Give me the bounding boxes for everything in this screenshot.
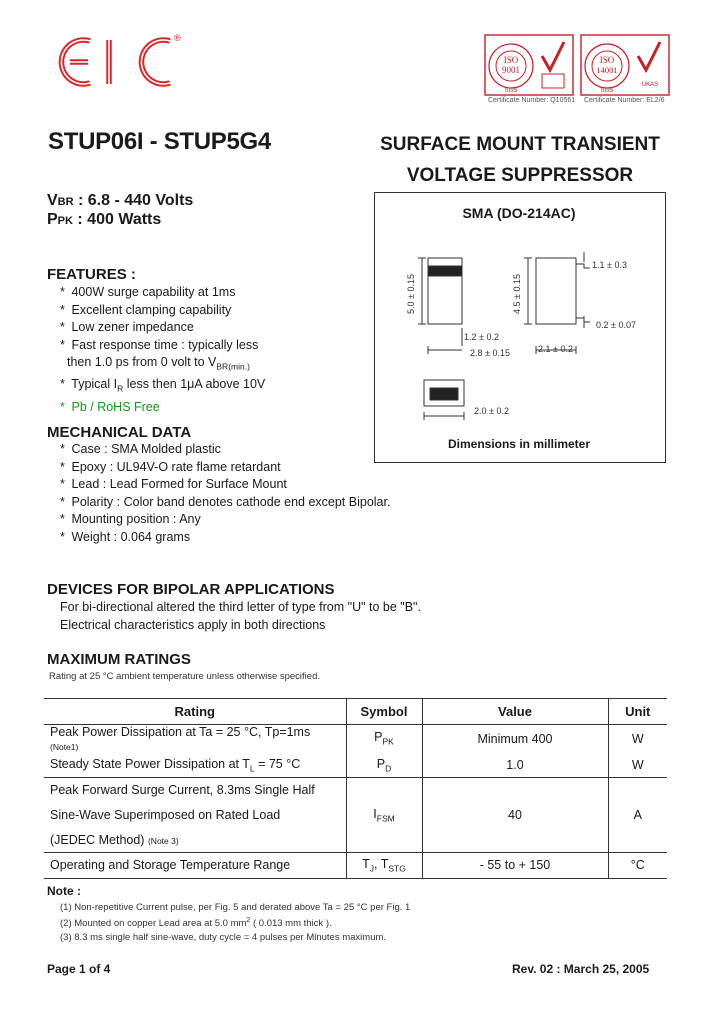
col-unit: Unit xyxy=(608,699,667,725)
table-row: Sine-Wave Superimposed on Rated Load $I_{FSM}$ 40 A xyxy=(44,803,667,828)
list-item: * Epoxy : UL94V-O rate flame retardant xyxy=(60,459,281,474)
svg-text:9001: 9001 xyxy=(502,65,520,75)
bipolar-line2: Electrical characteristics apply in both directions xyxy=(60,618,326,632)
svg-text:SGS: SGS xyxy=(504,88,518,94)
table-row: (JEDEC Method) (Note 3) xyxy=(44,827,667,852)
table-row: Operating and Storage Temperature Range $T_J$, $T_{STG}$ - 55 to + 150 °C xyxy=(44,852,667,878)
ratings-note: Rating at 25 °C ambient temperature unless otherwise specified. xyxy=(49,671,320,682)
table-header-row xyxy=(44,699,667,725)
col-rating: Rating xyxy=(44,699,346,725)
list-item: then 1.0 ps from 0 volt to $V_{BR(min.)}$ xyxy=(67,355,250,372)
subtitle-line2: VOLTAGE SUPPRESSOR xyxy=(406,165,634,186)
features-heading: FEATURES : xyxy=(47,266,136,283)
col-symbol: Symbol xyxy=(346,699,422,725)
svg-text:0.2 ± 0.07: 0.2 ± 0.07 xyxy=(596,320,636,330)
svg-text:UKAS: UKAS xyxy=(641,82,659,88)
svg-text:SGS: SGS xyxy=(600,88,614,94)
col-value: Value xyxy=(422,699,608,725)
svg-text:2.1 ± 0.2: 2.1 ± 0.2 xyxy=(538,344,573,354)
ppk-spec: PPK : 400 Watts xyxy=(47,211,162,228)
page-number: Page 1 of 4 xyxy=(47,962,111,976)
svg-text:ISO: ISO xyxy=(503,55,519,65)
svg-text:1.2 ± 0.2: 1.2 ± 0.2 xyxy=(464,332,499,342)
mechanical-list xyxy=(60,441,390,547)
package-title: SMA (DO-214AC) xyxy=(462,205,576,221)
revision-date: Rev. 02 : March 25, 2005 xyxy=(512,962,650,976)
list-item: * Fast response time : typically less xyxy=(60,337,259,352)
bipolar-line1: For bi-directional altered the third letter of type from "U" to be "B". xyxy=(60,600,421,614)
cert1-caption: Certificate Number: Q10561 xyxy=(488,97,576,104)
list-item: * Mounting position : Any xyxy=(60,512,201,527)
table-row: Peak Power Dissipation at Ta = 25 °C, Tp=1ms (Note1) $P_{PK}$ Minimum 400 W xyxy=(44,724,667,753)
package-dimension-drawing xyxy=(374,228,664,433)
features-list xyxy=(60,284,265,416)
package-dimensions-note: Dimensions in millimeter xyxy=(447,437,591,451)
notes-heading: Note : xyxy=(47,884,81,898)
note-3: (3) 8.3 ms single half sine-wave, duty cycle = 4 pulses per Minutes maximum. xyxy=(60,932,387,943)
svg-text:ISO: ISO xyxy=(599,55,615,65)
cert2-caption: Certificate Number: EL2/6 xyxy=(584,97,665,104)
note-2: (2) Mounted on copper Lead area at 5.0 $mm^2$ ( 0.013 mm thick ). xyxy=(60,917,332,930)
bipolar-heading: DEVICES FOR BIPOLAR APPLICATIONS xyxy=(47,581,335,598)
registered-mark: ® xyxy=(174,33,181,43)
list-item: * Polarity : Color band denotes cathode end except Bipolar. xyxy=(60,494,391,509)
list-item: * 400W surge capability at 1ms xyxy=(60,285,236,299)
subtitle-line1: SURFACE MOUNT TRANSIENT xyxy=(380,134,660,155)
vbr-spec: VBR : 6.8 - 440 Volts xyxy=(47,192,194,209)
list-item: * Low zener impedance xyxy=(60,320,194,335)
eic-logo xyxy=(46,32,188,92)
table-row: Peak Forward Surge Current, 8.3ms Single Half xyxy=(44,778,667,803)
note-1: (1) Non-repetitive Current pulse, per Fig. 5 and derated above Ta = 25 °C per Fig. 1 xyxy=(60,902,411,913)
svg-text:5.0 ± 0.15: 5.0 ± 0.15 xyxy=(406,274,416,314)
svg-text:1.1 ± 0.3: 1.1 ± 0.3 xyxy=(592,260,627,270)
list-item: * Pb / RoHS Free xyxy=(60,399,160,414)
svg-text:4.5 ± 0.15: 4.5 ± 0.15 xyxy=(512,274,522,314)
part-number-title: STUP06I - STUP5G4 xyxy=(48,128,271,155)
list-item: * Typical $I_R$ less then 1μA above 10V xyxy=(60,377,266,394)
mechanical-heading: MECHANICAL DATA xyxy=(47,424,192,441)
ratings-table xyxy=(44,698,667,879)
list-item: * Excellent clamping capability xyxy=(60,302,232,317)
svg-text:2.0 ± 0.2: 2.0 ± 0.2 xyxy=(474,406,509,416)
list-item: * Lead : Lead Formed for Surface Mount xyxy=(60,477,287,492)
list-item: * Case : SMA Molded plastic xyxy=(60,442,221,456)
ratings-heading: MAXIMUM RATINGS xyxy=(47,651,191,668)
table-row: Steady State Power Dissipation at $T_L = 75$ °C $P_D$ 1.0 W xyxy=(44,753,667,778)
svg-text:2.8 ± 0.15: 2.8 ± 0.15 xyxy=(470,348,510,358)
list-item: * Weight : 0.064 grams xyxy=(60,529,191,544)
svg-text:14001: 14001 xyxy=(596,65,618,75)
